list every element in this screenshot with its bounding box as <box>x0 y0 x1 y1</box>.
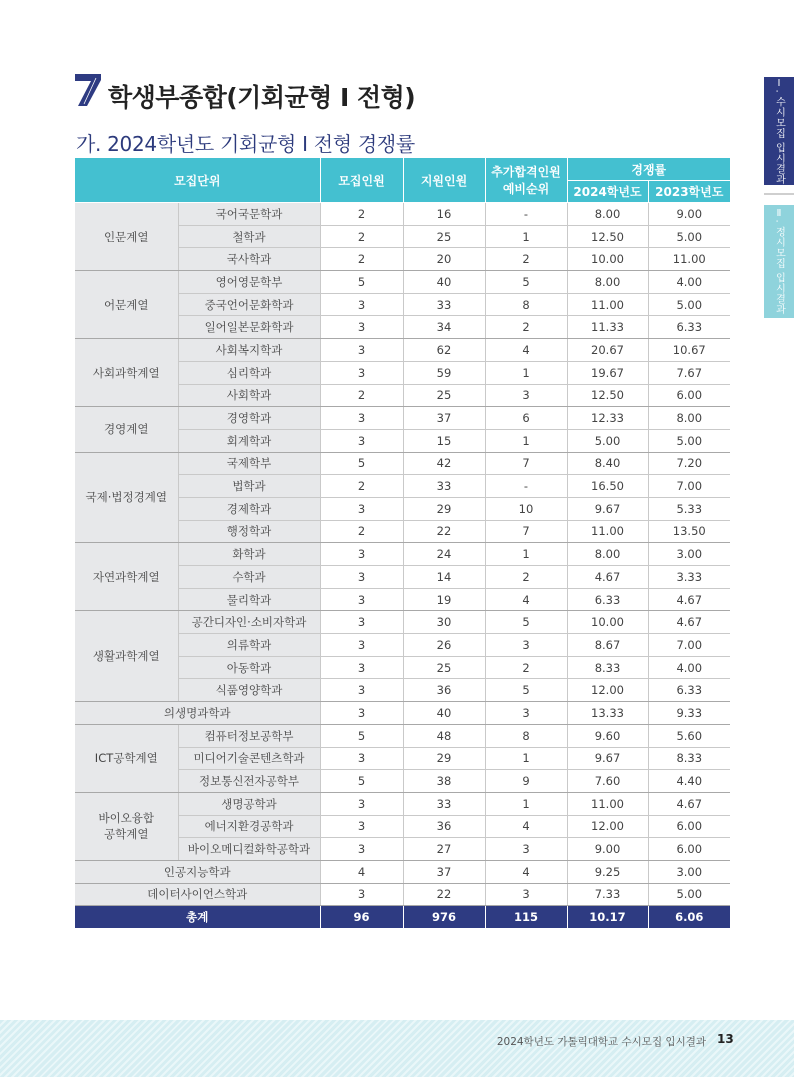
unit-cell: 데이터사이언스학과 <box>75 883 320 906</box>
dept-cell: 회계학과 <box>178 429 320 452</box>
applicants-cell: 34 <box>403 316 485 339</box>
header-ratio: 경쟁률 <box>567 158 730 181</box>
ratio-2023-cell: 5.00 <box>648 883 730 906</box>
dept-cell: 바이오메디컬화학공학과 <box>178 838 320 861</box>
dept-cell: 법학과 <box>178 475 320 498</box>
applicants-cell: 15 <box>403 429 485 452</box>
waitlist-cell: 7 <box>485 520 567 543</box>
quota-cell: 3 <box>320 679 403 702</box>
unit-cell: 인공지능학과 <box>75 860 320 883</box>
ratio-2024-cell: 12.00 <box>567 815 648 838</box>
quota-cell: 5 <box>320 271 403 294</box>
waitlist-cell: 1 <box>485 225 567 248</box>
waitlist-cell: 3 <box>485 702 567 725</box>
ratio-2023-cell: 6.00 <box>648 838 730 861</box>
applicants-cell: 42 <box>403 452 485 475</box>
dept-cell: 사회학과 <box>178 384 320 407</box>
dept-cell: 경영학과 <box>178 407 320 430</box>
dept-cell: 일어일본문화학과 <box>178 316 320 339</box>
dept-cell: 국어국문학과 <box>178 203 320 226</box>
dept-cell: 행정학과 <box>178 520 320 543</box>
ratio-2023-cell: 7.00 <box>648 634 730 657</box>
applicants-cell: 38 <box>403 770 485 793</box>
group-cell: 인문계열 <box>75 203 178 271</box>
applicants-cell: 33 <box>403 475 485 498</box>
dept-cell: 철학과 <box>178 225 320 248</box>
quota-cell: 3 <box>320 429 403 452</box>
waitlist-cell: 1 <box>485 792 567 815</box>
ratio-2024-cell: 10.00 <box>567 611 648 634</box>
table-row <box>75 339 730 362</box>
total-waitlist: 115 <box>485 906 567 929</box>
applicants-cell: 33 <box>403 293 485 316</box>
waitlist-cell: 4 <box>485 860 567 883</box>
ratio-2023-cell: 8.00 <box>648 407 730 430</box>
waitlist-cell: 3 <box>485 838 567 861</box>
ratio-2023-cell: 9.33 <box>648 702 730 725</box>
ratio-2024-cell: 6.33 <box>567 588 648 611</box>
applicants-cell: 24 <box>403 543 485 566</box>
dept-cell: 의류학과 <box>178 634 320 657</box>
dept-cell: 화학과 <box>178 543 320 566</box>
dept-cell: 생명공학과 <box>178 792 320 815</box>
applicants-cell: 19 <box>403 588 485 611</box>
waitlist-cell: 3 <box>485 634 567 657</box>
waitlist-cell: 1 <box>485 543 567 566</box>
applicants-cell: 40 <box>403 271 485 294</box>
ratio-2024-cell: 12.50 <box>567 225 648 248</box>
applicants-cell: 62 <box>403 339 485 362</box>
ratio-2024-cell: 8.00 <box>567 203 648 226</box>
ratio-2023-cell: 7.67 <box>648 361 730 384</box>
ratio-2023-cell: 5.33 <box>648 497 730 520</box>
ratio-2024-cell: 11.00 <box>567 520 648 543</box>
table-row <box>75 452 730 475</box>
competition-ratio-table <box>75 158 730 928</box>
waitlist-cell: 2 <box>485 248 567 271</box>
quota-cell: 3 <box>320 407 403 430</box>
quota-cell: 3 <box>320 815 403 838</box>
dept-cell: 공간디자인·소비자학과 <box>178 611 320 634</box>
ratio-2023-cell: 8.33 <box>648 747 730 770</box>
waitlist-cell: 9 <box>485 770 567 793</box>
quota-cell: 5 <box>320 770 403 793</box>
header-waitlist-line2: 예비순위 <box>502 182 550 196</box>
waitlist-cell: 2 <box>485 566 567 589</box>
ratio-2024-cell: 5.00 <box>567 429 648 452</box>
applicants-cell: 36 <box>403 679 485 702</box>
waitlist-cell: 5 <box>485 611 567 634</box>
ratio-2023-cell: 4.67 <box>648 588 730 611</box>
applicants-cell: 14 <box>403 566 485 589</box>
waitlist-cell: 4 <box>485 815 567 838</box>
ratio-2024-cell: 7.60 <box>567 770 648 793</box>
quota-cell: 2 <box>320 248 403 271</box>
quota-cell: 3 <box>320 611 403 634</box>
table-row <box>75 860 730 883</box>
ratio-2024-cell: 11.00 <box>567 792 648 815</box>
ratio-2024-cell: 9.67 <box>567 497 648 520</box>
ratio-2024-cell: 12.00 <box>567 679 648 702</box>
total-ratio-2024: 10.17 <box>567 906 648 929</box>
waitlist-cell: 1 <box>485 747 567 770</box>
header-waitlist <box>485 158 567 203</box>
table-row <box>75 407 730 430</box>
ratio-2023-cell: 4.67 <box>648 611 730 634</box>
header-ratio-2023: 2023학년도 <box>648 181 730 203</box>
waitlist-cell: 1 <box>485 429 567 452</box>
group-name-line2: 공학계열 <box>104 827 149 842</box>
applicants-cell: 29 <box>403 747 485 770</box>
dept-cell: 컴퓨터정보공학부 <box>178 724 320 747</box>
group-cell: 어문계열 <box>75 271 178 339</box>
dept-cell: 식품영양학과 <box>178 679 320 702</box>
applicants-cell: 27 <box>403 838 485 861</box>
ratio-2023-cell: 3.33 <box>648 566 730 589</box>
quota-cell: 3 <box>320 702 403 725</box>
table-row <box>75 543 730 566</box>
group-cell: ICT공학계열 <box>75 724 178 792</box>
total-applicants: 976 <box>403 906 485 929</box>
applicants-cell: 59 <box>403 361 485 384</box>
dept-cell: 경제학과 <box>178 497 320 520</box>
ratio-2023-cell: 4.67 <box>648 792 730 815</box>
waitlist-cell: 8 <box>485 293 567 316</box>
waitlist-cell: 2 <box>485 316 567 339</box>
ratio-2024-cell: 10.00 <box>567 248 648 271</box>
ratio-2024-cell: 16.50 <box>567 475 648 498</box>
dept-cell: 아동학과 <box>178 656 320 679</box>
applicants-cell: 26 <box>403 634 485 657</box>
unit-cell: 의생명과학과 <box>75 702 320 725</box>
quota-cell: 4 <box>320 860 403 883</box>
quota-cell: 2 <box>320 475 403 498</box>
dept-cell: 에너지환경공학과 <box>178 815 320 838</box>
applicants-cell: 29 <box>403 497 485 520</box>
ratio-2024-cell: 12.50 <box>567 384 648 407</box>
ratio-2023-cell: 9.00 <box>648 203 730 226</box>
dept-cell: 국제학부 <box>178 452 320 475</box>
total-label: 총계 <box>75 906 320 929</box>
table-row <box>75 883 730 906</box>
subsection-title: 가. 2024학년도 기회균형 Ⅰ 전형 경쟁률 <box>76 132 415 156</box>
quota-cell: 2 <box>320 203 403 226</box>
applicants-cell: 22 <box>403 883 485 906</box>
section-number-7-icon <box>74 72 102 108</box>
ratio-2023-cell: 4.00 <box>648 271 730 294</box>
side-tab-label: Ⅱ. 정시모집 입시결과 <box>773 208 785 315</box>
quota-cell: 3 <box>320 566 403 589</box>
applicants-cell: 30 <box>403 611 485 634</box>
waitlist-cell: 1 <box>485 361 567 384</box>
ratio-2024-cell: 8.40 <box>567 452 648 475</box>
waitlist-cell: 5 <box>485 271 567 294</box>
applicants-cell: 37 <box>403 860 485 883</box>
quota-cell: 5 <box>320 724 403 747</box>
group-cell <box>75 792 178 860</box>
applicants-cell: 36 <box>403 815 485 838</box>
ratio-2023-cell: 6.00 <box>648 815 730 838</box>
ratio-2023-cell: 13.50 <box>648 520 730 543</box>
group-cell: 사회과학계열 <box>75 339 178 407</box>
table-row <box>75 271 730 294</box>
waitlist-cell: 5 <box>485 679 567 702</box>
header-ratio-2024: 2024학년도 <box>567 181 648 203</box>
ratio-2024-cell: 8.33 <box>567 656 648 679</box>
applicants-cell: 37 <box>403 407 485 430</box>
waitlist-cell: - <box>485 475 567 498</box>
dept-cell: 중국언어문화학과 <box>178 293 320 316</box>
ratio-2023-cell: 4.00 <box>648 656 730 679</box>
quota-cell: 3 <box>320 361 403 384</box>
ratio-2024-cell: 11.00 <box>567 293 648 316</box>
waitlist-cell: 6 <box>485 407 567 430</box>
ratio-2024-cell: 9.67 <box>567 747 648 770</box>
quota-cell: 3 <box>320 588 403 611</box>
table-row <box>75 203 730 226</box>
ratio-2023-cell: 11.00 <box>648 248 730 271</box>
footer-text: 2024학년도 가톨릭대학교 수시모집 입시결과 <box>496 1036 706 1048</box>
quota-cell: 2 <box>320 225 403 248</box>
ratio-2023-cell: 5.00 <box>648 225 730 248</box>
dept-cell: 정보통신전자공학부 <box>178 770 320 793</box>
dept-cell: 미디어기술콘텐츠학과 <box>178 747 320 770</box>
ratio-2023-cell: 5.00 <box>648 293 730 316</box>
ratio-2023-cell: 5.60 <box>648 724 730 747</box>
ratio-2023-cell: 6.33 <box>648 316 730 339</box>
ratio-2024-cell: 9.25 <box>567 860 648 883</box>
quota-cell: 3 <box>320 293 403 316</box>
table-row <box>75 724 730 747</box>
applicants-cell: 22 <box>403 520 485 543</box>
quota-cell: 3 <box>320 656 403 679</box>
group-cell: 자연과학계열 <box>75 543 178 611</box>
applicants-cell: 33 <box>403 792 485 815</box>
waitlist-cell: 7 <box>485 452 567 475</box>
ratio-2024-cell: 13.33 <box>567 702 648 725</box>
total-row <box>75 906 730 929</box>
applicants-cell: 25 <box>403 656 485 679</box>
ratio-2024-cell: 11.33 <box>567 316 648 339</box>
ratio-2024-cell: 9.60 <box>567 724 648 747</box>
quota-cell: 2 <box>320 520 403 543</box>
quota-cell: 3 <box>320 634 403 657</box>
ratio-2023-cell: 10.67 <box>648 339 730 362</box>
ratio-2023-cell: 3.00 <box>648 860 730 883</box>
quota-cell: 3 <box>320 497 403 520</box>
dept-cell: 사회복지학과 <box>178 339 320 362</box>
table-row <box>75 702 730 725</box>
waitlist-cell: 10 <box>485 497 567 520</box>
group-cell: 국제·법정경계열 <box>75 452 178 543</box>
quota-cell: 2 <box>320 384 403 407</box>
applicants-cell: 48 <box>403 724 485 747</box>
waitlist-cell: 3 <box>485 384 567 407</box>
section-title: 학생부종합(기회균형 Ⅰ 전형) <box>108 83 416 112</box>
group-name-line1: 바이오융합 <box>98 811 155 826</box>
applicants-cell: 20 <box>403 248 485 271</box>
ratio-2024-cell: 9.00 <box>567 838 648 861</box>
dept-cell: 수학과 <box>178 566 320 589</box>
waitlist-cell: 2 <box>485 656 567 679</box>
ratio-2023-cell: 3.00 <box>648 543 730 566</box>
ratio-2023-cell: 4.40 <box>648 770 730 793</box>
waitlist-cell: 3 <box>485 883 567 906</box>
table-row <box>75 611 730 634</box>
quota-cell: 3 <box>320 838 403 861</box>
ratio-2024-cell: 20.67 <box>567 339 648 362</box>
applicants-cell: 25 <box>403 384 485 407</box>
ratio-2024-cell: 4.67 <box>567 566 648 589</box>
ratio-2023-cell: 7.00 <box>648 475 730 498</box>
side-tab-label: Ⅰ. 수시모집 입시결과 <box>773 77 785 185</box>
side-tab-regular-admission[interactable] <box>764 205 794 318</box>
header-waitlist-line1: 추가합격인원 <box>491 165 561 179</box>
group-cell: 경영계열 <box>75 407 178 452</box>
quota-cell: 3 <box>320 883 403 906</box>
side-tab-divider <box>764 193 794 195</box>
quota-cell: 5 <box>320 452 403 475</box>
applicants-cell: 40 <box>403 702 485 725</box>
ratio-2023-cell: 5.00 <box>648 429 730 452</box>
waitlist-cell: - <box>485 203 567 226</box>
side-tab-early-admission[interactable] <box>764 77 794 185</box>
ratio-2024-cell: 8.00 <box>567 543 648 566</box>
quota-cell: 3 <box>320 316 403 339</box>
ratio-2023-cell: 7.20 <box>648 452 730 475</box>
waitlist-cell: 8 <box>485 724 567 747</box>
quota-cell: 3 <box>320 747 403 770</box>
quota-cell: 3 <box>320 339 403 362</box>
applicants-cell: 25 <box>403 225 485 248</box>
quota-cell: 3 <box>320 543 403 566</box>
header-unit: 모집단위 <box>75 158 320 203</box>
waitlist-cell: 4 <box>485 588 567 611</box>
dept-cell: 국사학과 <box>178 248 320 271</box>
header-quota: 모집인원 <box>320 158 403 203</box>
ratio-2023-cell: 6.33 <box>648 679 730 702</box>
dept-cell: 물리학과 <box>178 588 320 611</box>
ratio-2024-cell: 8.67 <box>567 634 648 657</box>
quota-cell: 3 <box>320 792 403 815</box>
table-row <box>75 792 730 815</box>
ratio-2024-cell: 12.33 <box>567 407 648 430</box>
page-number: 13 <box>717 1032 734 1046</box>
header-applicants: 지원인원 <box>403 158 485 203</box>
ratio-2023-cell: 6.00 <box>648 384 730 407</box>
ratio-2024-cell: 8.00 <box>567 271 648 294</box>
applicants-cell: 16 <box>403 203 485 226</box>
ratio-2024-cell: 19.67 <box>567 361 648 384</box>
dept-cell: 영어영문학부 <box>178 271 320 294</box>
total-ratio-2023: 6.06 <box>648 906 730 929</box>
ratio-2024-cell: 7.33 <box>567 883 648 906</box>
group-cell: 생활과학계열 <box>75 611 178 702</box>
dept-cell: 심리학과 <box>178 361 320 384</box>
waitlist-cell: 4 <box>485 339 567 362</box>
total-quota: 96 <box>320 906 403 929</box>
